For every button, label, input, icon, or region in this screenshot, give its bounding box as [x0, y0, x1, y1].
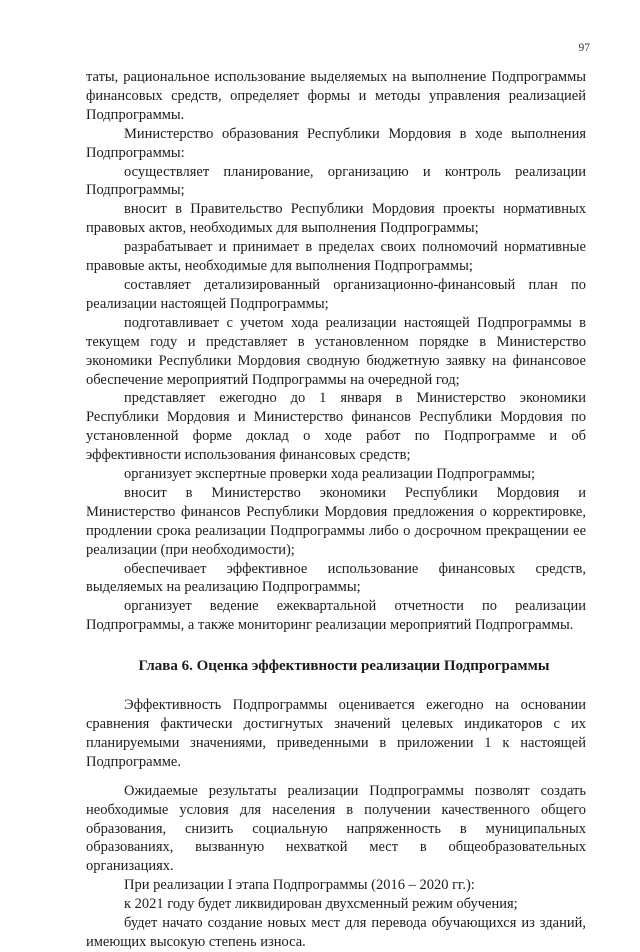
paragraph: будет начато создание новых мест для перевода обучающихся из зданий, имеющих высокую степень износа. [86, 915, 586, 950]
paragraph: Министерство образования Республики Мордовия в ходе выполнения Подпрограммы: [86, 125, 586, 161]
paragraph: вносит в Правительство Республики Мордовия проекты нормативных правовых актов, необходимых для выполнения Подпрограммы; [86, 201, 586, 237]
page-number: 97 [578, 42, 590, 54]
paragraph: Эффективность Подпрограммы оценивается ежегодно на основании сравнения фактически достигнутых значений целевых индикаторов с их планируемыми значениями, приведенными в приложении 1 к настоящей Подпрограмме. [86, 697, 586, 770]
paragraph: вносит в Министерство экономики Республики Мордовия и Министерство финансов Республики Мордовия предложения о корректировке, продлении срока реализации Подпрограммы либо о досрочном прекращении ее реализации (при необходимости); [86, 484, 586, 558]
paragraph: таты, рациональное использование выделяемых на выполнение Подпрограммы финансовых средств, определяет формы и методы управления реализацией Подпрограммы. [86, 69, 586, 123]
paragraph: представляет ежегодно до 1 января в Министерство экономики Республики Мордовия и Министерство финансов Республики Мордовия по установленной форме доклад о ходе работ по Подпрограмме и об эффективности использования финансовых средств; [86, 390, 586, 464]
paragraph: разрабатывает и принимает в пределах своих полномочий нормативные правовые акты, необходимые для выполнения Подпрограммы; [86, 239, 586, 275]
chapter-title: Глава 6. Оценка эффективности реализации Подпрограммы [138, 658, 550, 675]
paragraph: организует ведение ежеквартальной отчетности по реализации Подпрограммы, а также мониторинг реализации мероприятий Подпрограммы. [86, 598, 586, 634]
paragraph: При реализации I этапа Подпрограммы (2016 – 2020 гг.): [124, 877, 475, 894]
paragraph: подготавливает с учетом хода реализации настоящей Подпрограммы в текущем году и представляет в установленном порядке в Министерство экономики Республики Мордовия сводную бюджетную заявку на финансовое обеспечение мероприятий Подпрограммы на очередной год; [86, 314, 586, 388]
paragraph: Ожидаемые результаты реализации Подпрограммы позволят создать необходимые условия для населения в получении качественного общего образования, снизить социальную напряженность в муниципальных образованиях, вызванную нехваткой мест в общеобразовательных организациях. [86, 782, 586, 875]
paragraph: осуществляет планирование, организацию и контроль реализации Подпрограммы; [86, 163, 586, 199]
paragraph: организует экспертные проверки хода реализации Подпрограммы; [124, 466, 536, 483]
paragraph: составляет детализированный организационно-финансовый план по реализации настоящей Подпрограммы; [86, 276, 586, 312]
paragraph: к 2021 году будет ликвидирован двухсменный режим обучения; [124, 896, 518, 913]
paragraph: обеспечивает эффективное использование финансовых средств, выделяемых на реализацию Подпрограммы; [86, 560, 586, 596]
document-body [86, 68, 586, 952]
